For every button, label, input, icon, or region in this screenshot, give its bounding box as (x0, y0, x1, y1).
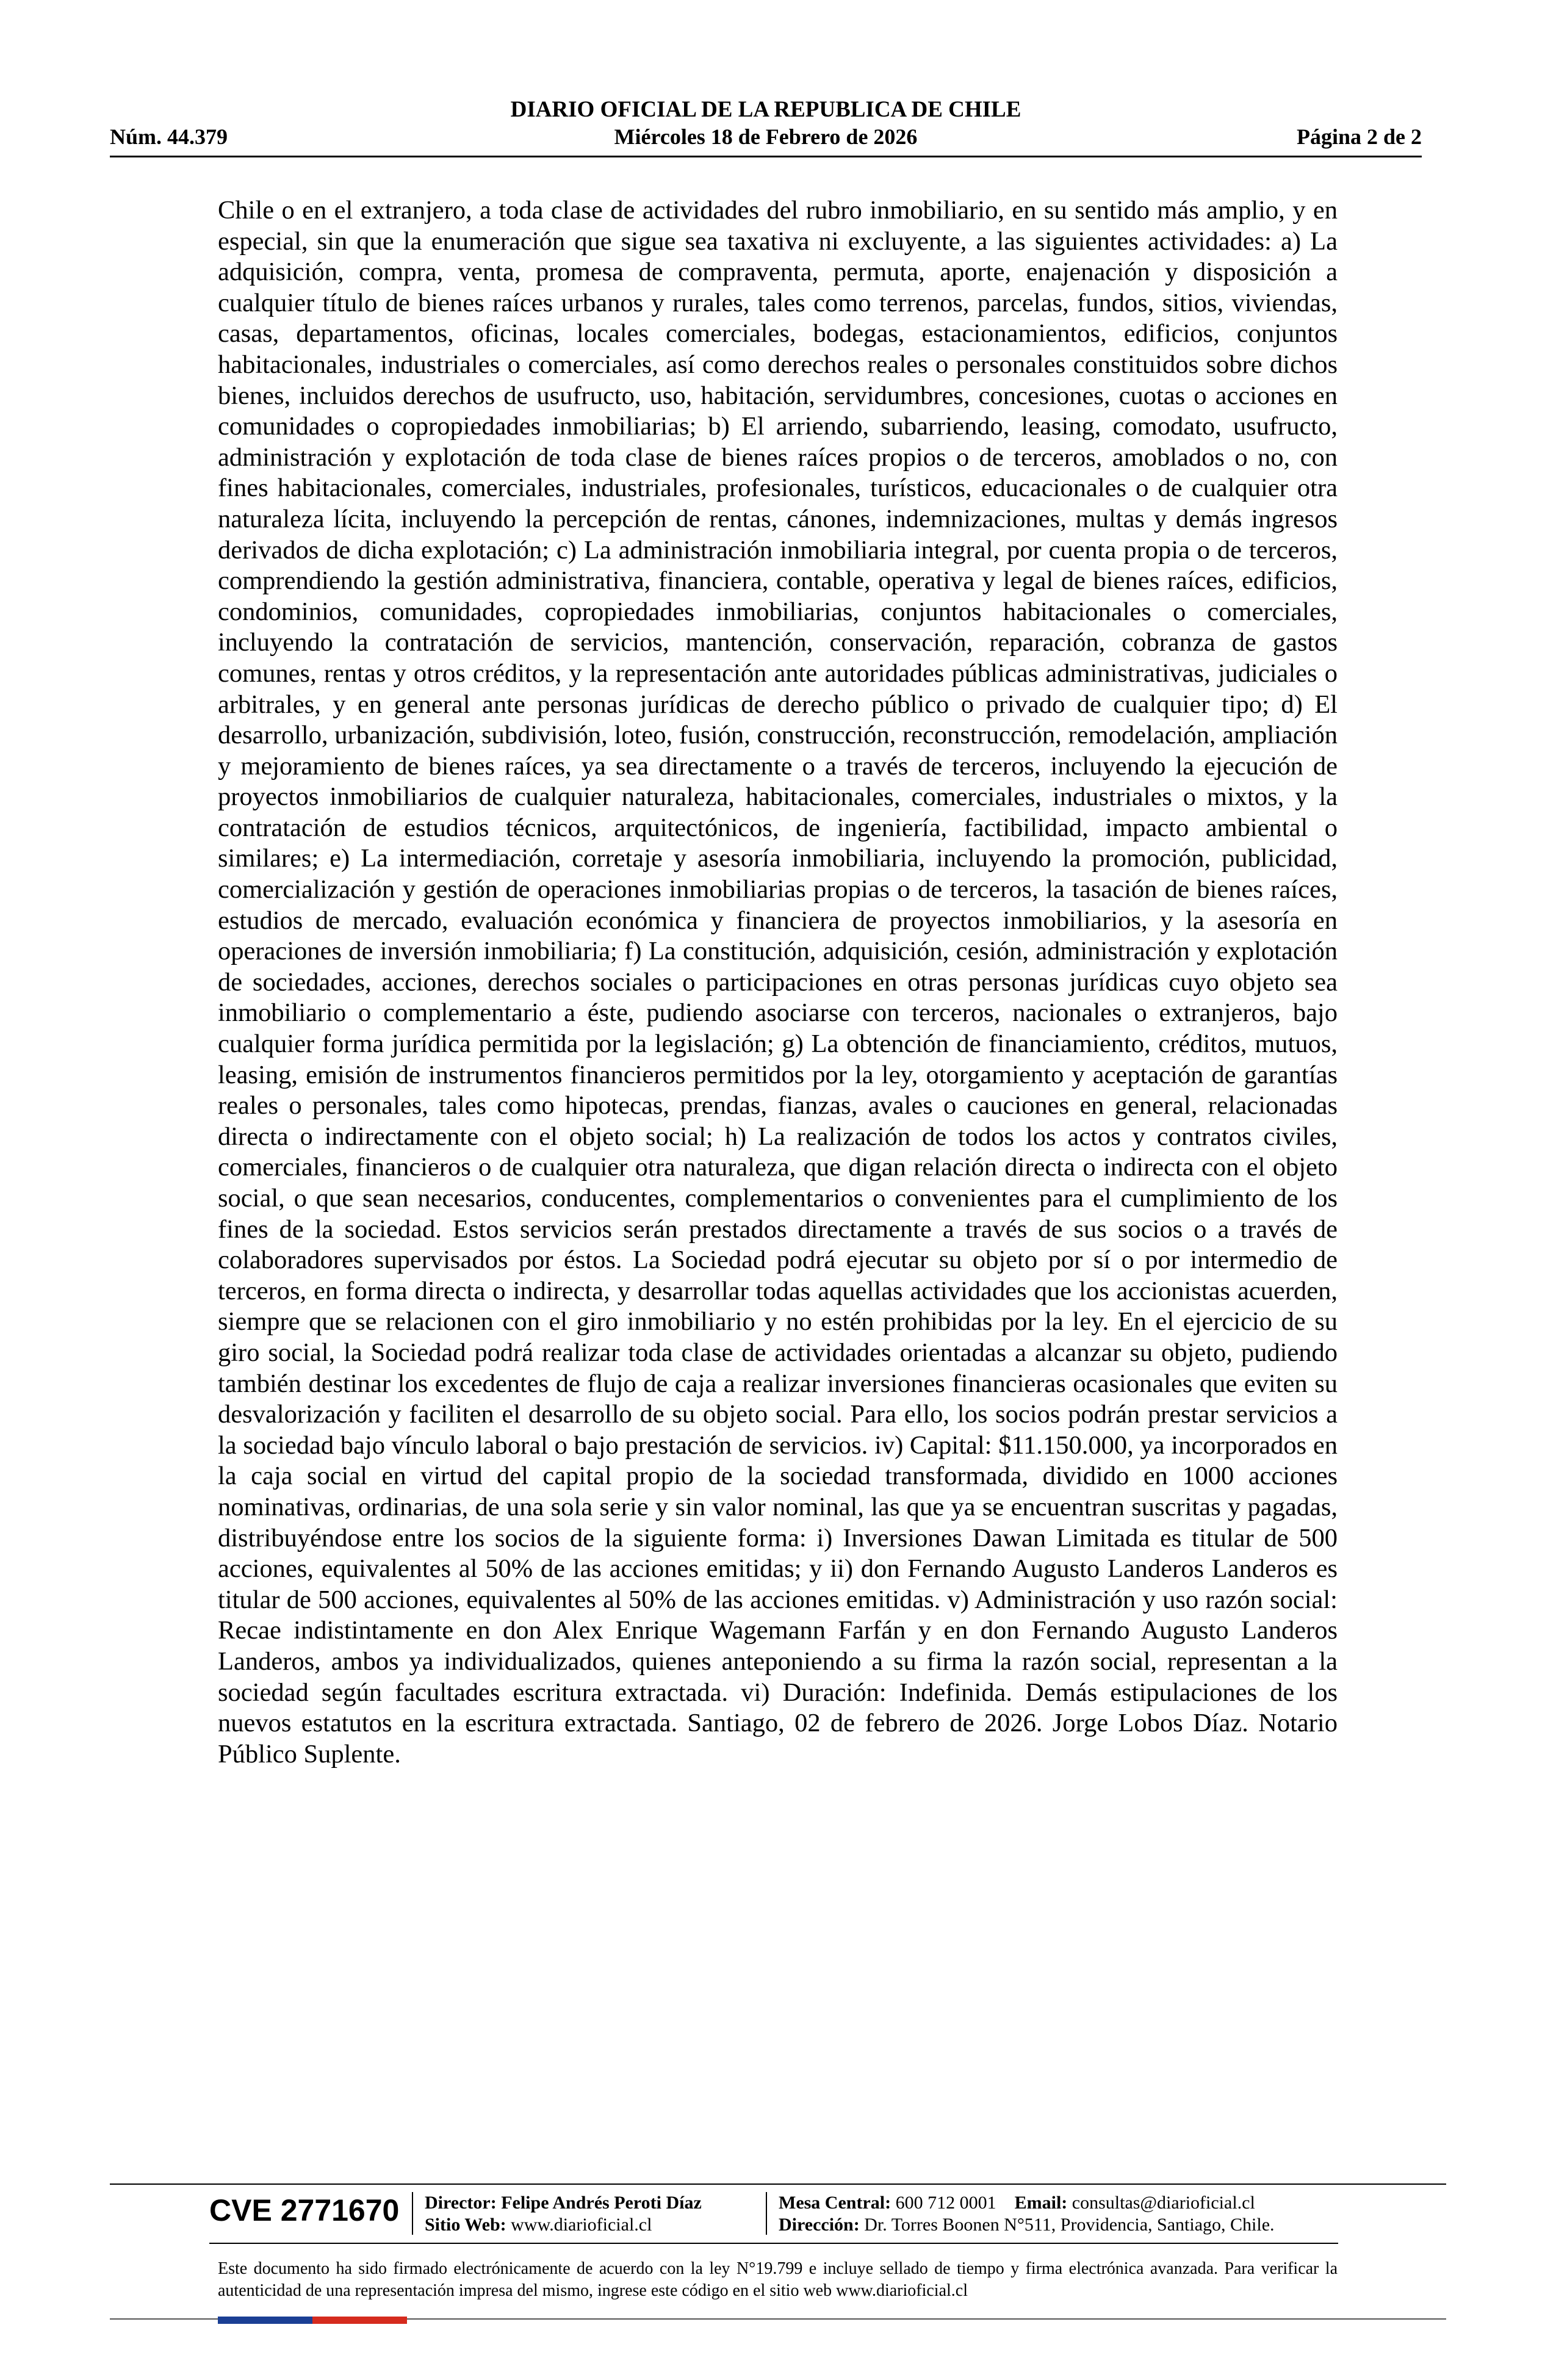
phone-value: 600 712 0001 (895, 2193, 996, 2213)
flag-blue-segment (218, 2317, 312, 2324)
phone-label: Mesa Central: (779, 2193, 891, 2213)
footer-director-column (425, 2192, 702, 2236)
footer-separator-2 (766, 2192, 767, 2235)
website-link[interactable]: www.diarioficial.cl (511, 2215, 652, 2235)
footer-divider-mid (209, 2243, 1338, 2244)
contact-line (779, 2192, 1275, 2214)
website-label: Sitio Web: (425, 2215, 506, 2235)
director-line (425, 2192, 702, 2214)
website-line (425, 2214, 702, 2236)
publication-title: DIARIO OFICIAL DE LA REPUBLICA DE CHILE (510, 97, 1021, 122)
issue-number: Núm. 44.379 (110, 124, 228, 149)
header-divider (110, 156, 1422, 157)
chile-flag-bar (218, 2317, 407, 2324)
legal-notice: Este documento ha sido firmado electrónicamente de acuerdo con la ley N°19.799 e incluye sellado de tiempo y firma electrónica avanzada. Para verificar la autenticidad de una representación impresa del mismo, ingrese este código en el sitio web www.diarioficial.cl (218, 2259, 1338, 2300)
flag-red-segment (312, 2317, 407, 2324)
footer-separator-1 (412, 2192, 413, 2235)
page-indicator: Página 2 de 2 (1296, 124, 1422, 149)
footer-contact-column (779, 2192, 1275, 2236)
footer-divider-top (110, 2183, 1446, 2185)
address-label: Dirección: (779, 2215, 860, 2235)
email-label: Email: (1014, 2193, 1068, 2213)
email-link[interactable]: consultas@diarioficial.cl (1072, 2193, 1255, 2213)
address-line (779, 2214, 1275, 2236)
director-value: Felipe Andrés Peroti Díaz (501, 2193, 702, 2213)
director-label: Director: (425, 2193, 497, 2213)
issue-date: Miércoles 18 de Febrero de 2026 (614, 124, 918, 149)
document-body: Chile o en el extranjero, a toda clase de actividades del rubro inmobiliario, en su sentido más amplio, y en especial, sin que la enumeración que sigue sea taxativa ni excluyente, a las siguientes actividades: a) La adquisición, compra, venta, promesa de compraventa, permuta, aporte, enajenación y disposición a cualquier título de bienes raíces urbanos y rurales, tales como terrenos, parcelas, fundos, sitios, viviendas, casas, departamentos, oficinas, locales comerciales, bodegas, estacionamientos, edificios, conjuntos habitacionales, industriales o comerciales, así como derechos reales o personales constituidos sobre dichos bienes, incluidos derechos de usufructo, uso, habitación, servidumbres, concesiones, cuotas o acciones en comunidades o copropiedades inmobiliarias; b) El arriendo, subarriendo, leasing, comodato, usufructo, administración y explotación de toda clase de bienes raíces propios o de terceros, amoblados o no, con fines habitacionales, comerciales, industriales, profesionales, turísticos, educacionales o de cualquier otra naturaleza lícita, incluyendo la percepción de rentas, cánones, indemnizaciones, multas y demás ingresos derivados de dicha explotación; c) La administración inmobiliaria integral, por cuenta propia o de terceros, comprendiendo la gestión administrativa, financiera, contable, operativa y legal de bienes raíces, edificios, condominios, comunidades, copropiedades inmobiliarias, conjuntos habitacionales o comerciales, incluyendo la contratación de servicios, mantención, conservación, reparación, cobranza de gastos comunes, rentas y otros créditos, y la representación ante autoridades públicas administrativas, judiciales o arbitrales, y en general ante personas jurídicas de derecho público o privado de cualquier tipo; d) El desarrollo, urbanización, subdivisión, loteo, fusión, construcción, reconstrucción, remodelación, ampliación y mejoramiento de bienes raíces, ya sea directamente o a través de terceros, incluyendo la ejecución de proyectos inmobiliarios de cualquier naturaleza, habitacionales, comerciales, industriales o mixtos, y la contratación de estudios técnicos, arquitectónicos, de ingeniería, factibilidad, impacto ambiental o similares; e) La intermediación, corretaje y asesoría inmobiliaria, incluyendo la promoción, publicidad, comercialización y gestión de operaciones inmobiliarias propias o de terceros, la tasación de bienes raíces, estudios de mercado, evaluación económica y financiera de proyectos inmobiliarios, y la asesoría en operaciones de inversión inmobiliaria; f) La constitución, adquisición, cesión, administración y explotación de sociedades, acciones, derechos sociales o participaciones en otras personas jurídicas cuyo objeto sea inmobiliario o complementario a éste, pudiendo asociarse con terceros, nacionales o extranjeros, bajo cualquier forma jurídica permitida por la legislación; g) La obtención de financiamiento, créditos, mutuos, leasing, emisión de instrumentos financieros permitidos por la ley, otorgamiento y aceptación de garantías reales o personales, tales como hipotecas, prendas, fianzas, avales o cauciones en general, relacionadas directa o indirectamente con el objeto social; h) La realización de todos los actos y contratos civiles, comerciales, financieros o de cualquier otra naturaleza, que digan relación directa o indirecta con el objeto social, o que sean necesarios, conducentes, complementarios o convenientes para el cumplimiento de los fines de la sociedad. Estos servicios serán prestados directamente a través de sus socios o a través de colaboradores supervisados por éstos. La Sociedad podrá ejecutar su objeto por sí o por intermedio de terceros, en forma directa o indirecta, y desarrollar todas aquellas actividades que los accionistas acuerden, siempre que se relacionen con el giro inmobiliario y no estén prohibidas por la ley. En el ejercicio de su giro social, la Sociedad podrá realizar toda clase de actividades orientadas a alcanzar su objeto, pudiendo también destinar los excedentes de flujo de caja a realizar inversiones financieras ocasionales que eviten su desvalorización y faciliten el desarrollo de su objeto social. Para ello, los socios podrán prestar servicios a la sociedad bajo vínculo laboral o bajo prestación de servicios. iv) Capital: $11.150.000, ya incorporados en la caja social en virtud del capital propio de la sociedad transformada, dividido en 1000 acciones nominativas, ordinarias, de una sola serie y sin valor nominal, las que ya se encuentran suscritas y pagadas, distribuyéndose entre los socios de la siguiente forma: i) Inversiones Dawan Limitada es titular de 500 acciones, equivalentes al 50% de las acciones emitidas; y ii) don Fernando Augusto Landeros Landeros es titular de 500 acciones, equivalentes al 50% de las acciones emitidas. v) Administración y uso razón social: Recae indistintamente en don Alex Enrique Wagemann Farfán y en don Fernando Augusto Landeros Landeros, ambos ya individualizados, quienes anteponiendo a su firma la razón social, representan a la sociedad según facultades escritura extractada. vi) Duración: Indefinida. Demás estipulaciones de los nuevos estatutos en la escritura extractada. Santiago, 02 de febrero de 2026. Jorge Lobos Díaz. Notario Público Suplente. (218, 196, 1338, 1769)
page-header (110, 93, 1422, 160)
address-value: Dr. Torres Boonen N°511, Providencia, Santiago, Chile. (864, 2215, 1275, 2235)
cve-code: CVE 2771670 (209, 2193, 400, 2227)
